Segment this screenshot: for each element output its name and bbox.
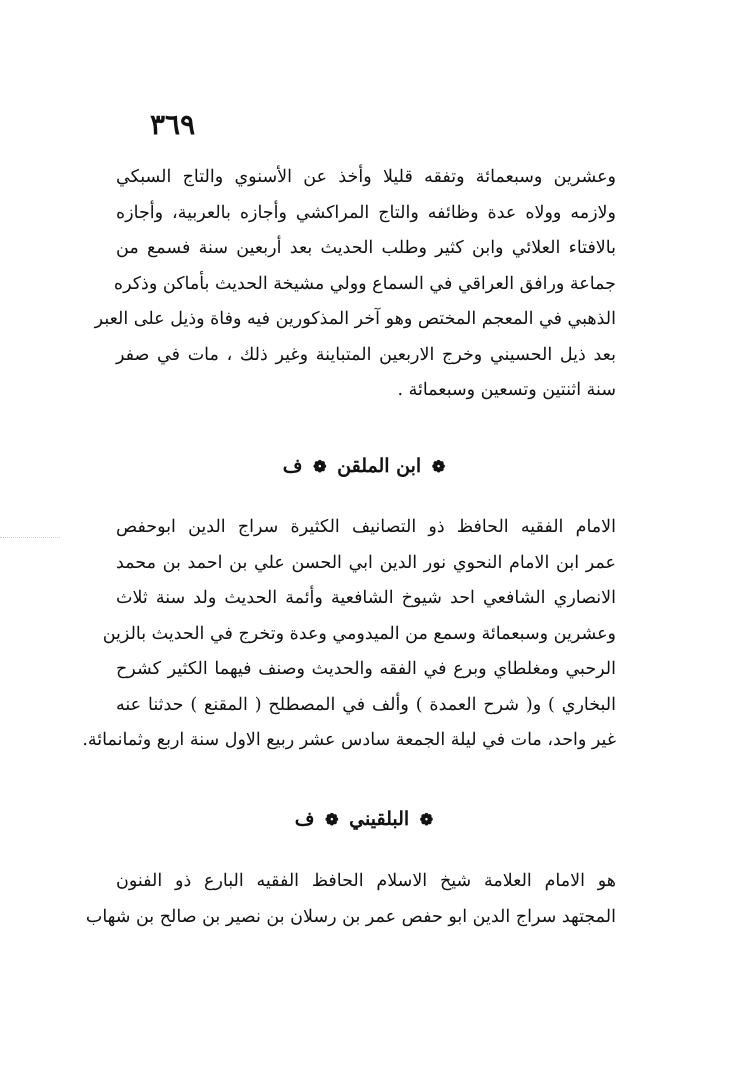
text-line: جماعة ورافق العراقي في السماع وولي مشيخة الحديث بأماكن وذكره bbox=[113, 273, 616, 294]
text-line: الذهبي في المعجم المختص وهو آخر المذكورين فيه وفاة وذيل على العبر bbox=[94, 309, 616, 329]
biography-al-bulqini bbox=[85, 864, 616, 935]
text-line: غير واحد، مات في ليلة الجمعة سادس عشر ربيع الاول سنة اربع وثمانمائة. bbox=[82, 730, 616, 750]
heading-suffix: ف bbox=[294, 808, 315, 830]
text-line: الرحبي ومغلطاي وبرع في الفقه والحديث وصنف فيهما الكثير كشرح bbox=[116, 659, 616, 679]
margin-dots bbox=[0, 537, 60, 538]
biography-continuation bbox=[94, 160, 616, 409]
ornament-icon: ❁ bbox=[431, 457, 446, 476]
text-line: وعشرين وسبعمائة وسمع من الميدومي وعدة وتخرج في الحديث بالزين bbox=[102, 623, 616, 644]
text-line: عمر ابن الامام النحوي نور الدين ابي الحسن علي بن احمد بن محمد bbox=[116, 552, 616, 573]
page-number: ٣٦٩ bbox=[150, 108, 196, 141]
text-line: سنة اثنتين وتسعين وسبعمائة . bbox=[397, 380, 616, 400]
heading-title: البلقيني bbox=[349, 808, 410, 830]
biography-ibn-al-mulaqqin bbox=[82, 510, 616, 759]
text-line: الامام الفقيه الحافظ ذو التصانيف الكثيرة سراج الدين ابوحفص bbox=[116, 517, 616, 537]
text-line: البخاري ) و( شرح العمدة ) وألف في المصطلح ( المقنع ) حدثنا عنه bbox=[116, 694, 616, 715]
text-line: الانصاري الشافعي احد شيوخ الشافعية وأئمة الحديث ولد سنة ثلاث bbox=[116, 588, 616, 608]
ornament-icon: ❁ bbox=[419, 810, 434, 829]
ornament-icon: ❁ bbox=[325, 810, 339, 829]
text-line: بالافتاء العلائي وابن كثير وطلب الحديث بعد أربعين سنة فسمع من bbox=[116, 238, 616, 258]
heading-suffix: ف bbox=[282, 455, 303, 477]
text-line: وعشرين وسبعمائة وتفقه قليلا وأخذ عن الأسنوي والتاج السبكي bbox=[116, 167, 616, 187]
ornament-icon: ❁ bbox=[313, 457, 327, 476]
heading-title: ابن الملقن bbox=[337, 455, 422, 477]
text-line: بعد ذيل الحسيني وخرج الاربعين المتباينة وغير ذلك ، مات في صفر bbox=[116, 344, 616, 365]
text-line: ولازمه وولاه عدة وظائفه والتاج المراكشي وأجازه بالعربية، وأجازه bbox=[116, 202, 616, 223]
section-heading-ibn-al-mulaqqin bbox=[116, 455, 616, 477]
section-heading-al-bulqini bbox=[116, 808, 616, 830]
text-line: هو الامام العلامة شيخ الاسلام الحافظ الفقيه البارع ذو الفنون bbox=[116, 871, 616, 891]
text-line: المجتهد سراج الدين ابو حفص عمر بن رسلان بن نصير بن صالح بن شهاب bbox=[85, 906, 616, 927]
